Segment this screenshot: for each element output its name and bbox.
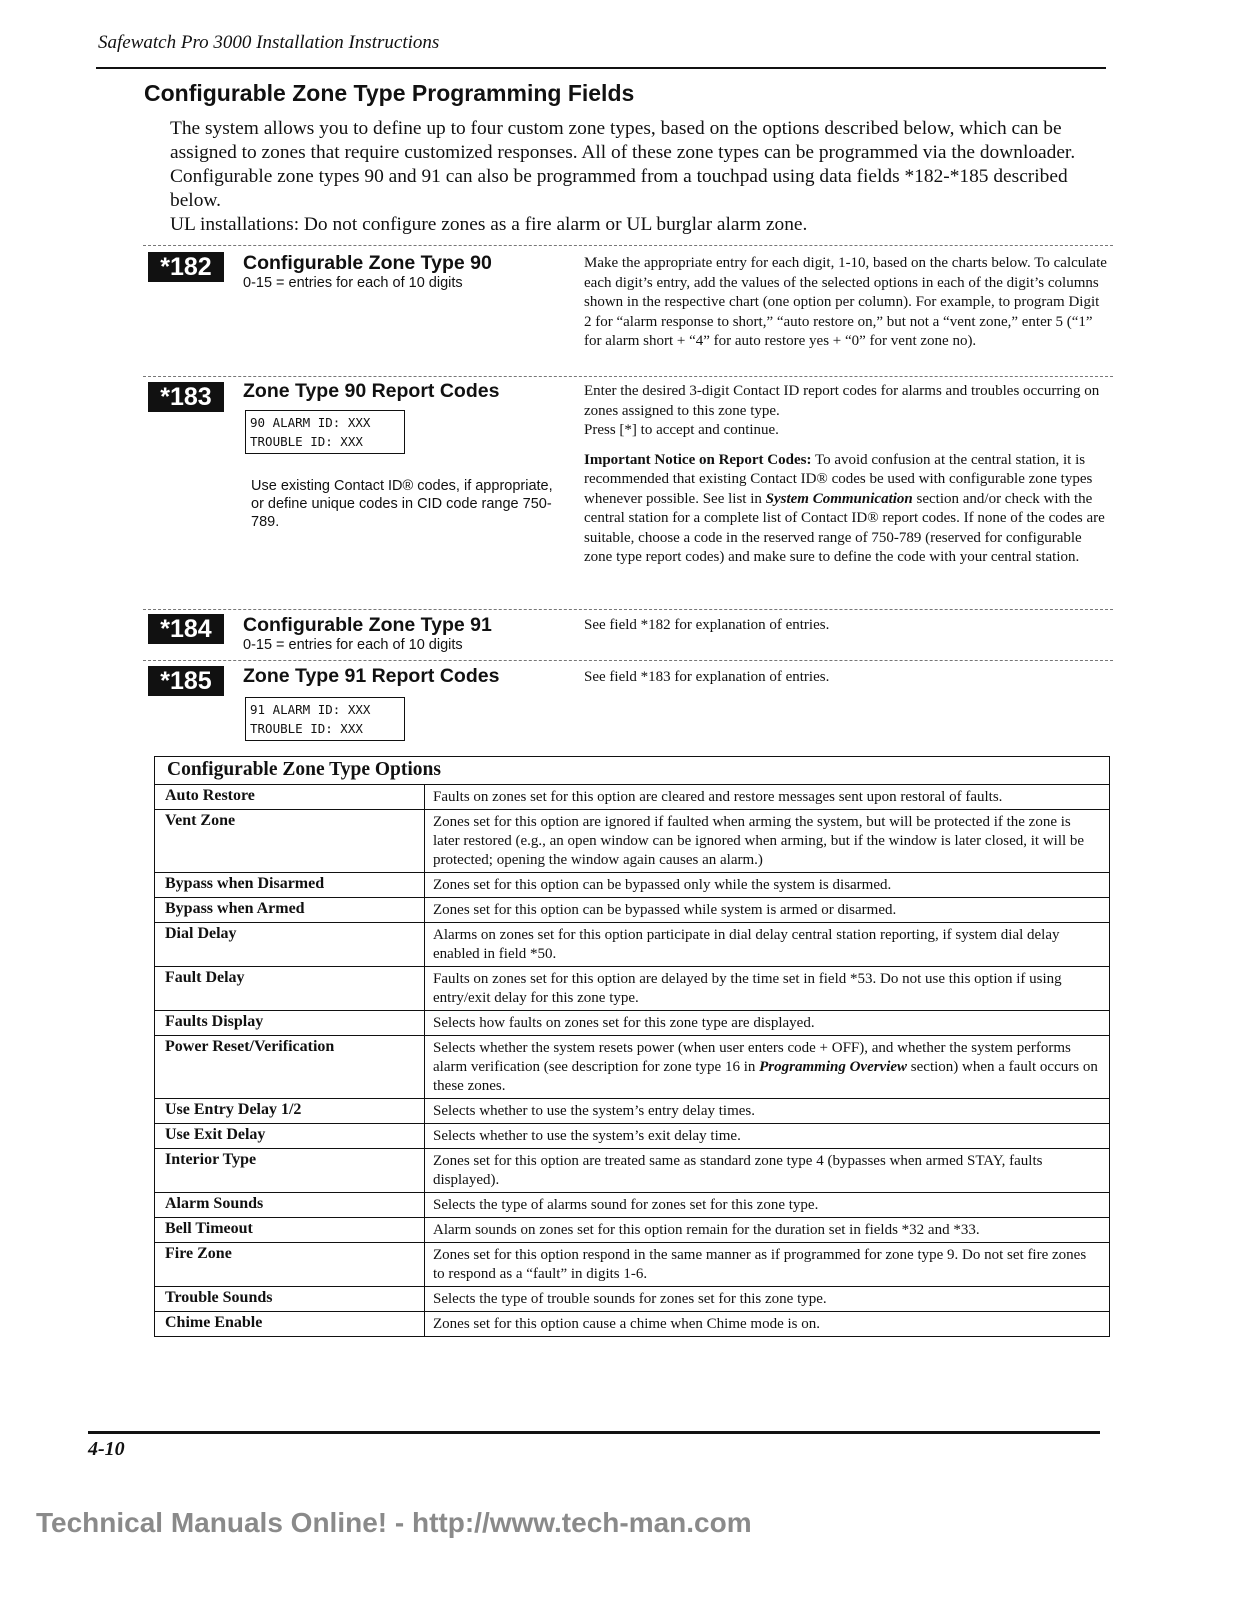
options-table (154, 756, 1110, 1337)
field-title-185: Zone Type 91 Report Codes (243, 665, 500, 687)
option-name: Auto Restore (155, 785, 425, 809)
option-name: Bell Timeout (155, 1218, 425, 1242)
option-description: Zones set for this option can be bypassed only while the system is disarmed. (433, 877, 892, 893)
press-instruction: Press [*] to accept and continue. (584, 422, 779, 438)
field-subtitle-184: 0-15 = entries for each of 10 digits (243, 637, 463, 653)
divider (143, 376, 1113, 377)
field-title-182: Configurable Zone Type 90 (243, 252, 492, 274)
option-name: Faults Display (155, 1011, 425, 1035)
table-row (155, 1098, 1109, 1123)
option-description: Alarm sounds on zones set for this option remain for the duration set in fields *32 and *33. (433, 1222, 980, 1238)
field-badge-185: *185 (148, 666, 224, 696)
field-badge-182: *182 (148, 252, 224, 282)
table-row (155, 1010, 1109, 1035)
table-row (155, 1035, 1109, 1098)
desc-text: Enter the desired 3-digit Contact ID report codes for alarms and troubles occurring on zones assigned to this zone type. (584, 383, 1100, 419)
option-description: Selects whether to use the system’s exit delay time. (433, 1128, 741, 1144)
notice-reference: System Communication (765, 490, 913, 507)
option-description: Alarms on zones set for this option participate in dial delay central station reporting, if system dial delay enabled in field *50. (433, 927, 1060, 962)
table-row (155, 809, 1109, 872)
field-badge-184: *184 (148, 614, 224, 644)
field-note-183: Use existing Contact ID® codes, if appropriate, or define unique codes in CID code range 750-789. (251, 478, 553, 530)
running-head: Safewatch Pro 3000 Installation Instructions (98, 32, 440, 53)
table-row (155, 922, 1109, 966)
notice-text: To avoid confusion at the central station, it is recommended that existing Contact ID® codes be used with configurable zone types whenever possible. See list in (584, 451, 1093, 507)
table-row (155, 872, 1109, 897)
divider (143, 609, 1113, 610)
desc-text: section) when a fault occurs on these zones. (433, 1059, 1098, 1094)
option-description: Zones set for this option respond in the same manner as if programmed for zone type 9. Do not set fire zones to respond as a “fault” in digits 1-6. (433, 1247, 1087, 1282)
table-row (155, 1148, 1109, 1192)
table-row (155, 1123, 1109, 1148)
field-subtitle-182: 0-15 = entries for each of 10 digits (243, 275, 463, 291)
intro-paragraph: The system allows you to define up to four custom zone types, based on the options described below, which can be assigned to zones that require customized responses. All of these zone types can be programmed via the downloader. Configurable zone types 90 and 91 can also be programmed from a touchpad using data fields *182-*185 described below. (170, 118, 1076, 211)
keypad-line: TROUBLE ID: XXX (250, 721, 363, 736)
option-description: Zones set for this option are ignored if faulted when arming the system, but will be protected if the zone is later restored (e.g., an open window can be ignored when arming, but if the window is later closed, it will be protected; opening the window again causes an alarm.) (433, 814, 1085, 868)
page-number: 4-10 (88, 1438, 125, 1460)
table-row (155, 1242, 1109, 1286)
footer-rule (88, 1431, 1100, 1434)
keypad-display-183 (245, 410, 405, 454)
important-notice (584, 451, 1109, 568)
table-row (155, 1286, 1109, 1311)
option-name: Power Reset/Verification (155, 1036, 425, 1098)
option-description: Selects the type of alarms sound for zones set for this zone type. (433, 1197, 819, 1213)
field-title-183: Zone Type 90 Report Codes (243, 380, 500, 402)
option-name: Trouble Sounds (155, 1287, 425, 1311)
field-description-182: Make the appropriate entry for each digit, 1-10, based on the charts below. To calculate each digit’s entry, add the values of the selected options in each of the digit’s columns shown in the respective chart (one option per column). For example, to program Digit 2 for “alarm response to short,” “auto restore on,” but not a “vent zone,” enter 5 (“1” for alarm short + “4” for auto restore yes + “0” for vent zone no). (584, 255, 1107, 349)
field-title-184: Configurable Zone Type 91 (243, 614, 492, 636)
option-name: Vent Zone (155, 810, 425, 872)
option-description: Zones set for this option are treated same as standard zone type 4 (bypasses when armed STAY, faults displayed). (433, 1153, 1043, 1188)
option-name: Bypass when Armed (155, 898, 425, 922)
option-description: Faults on zones set for this option are delayed by the time set in field *53. Do not use this option if using entry/exit delay for this zone type. (433, 971, 1062, 1006)
keypad-line: TROUBLE ID: XXX (250, 434, 363, 449)
option-name: Fire Zone (155, 1243, 425, 1286)
option-name: Use Exit Delay (155, 1124, 425, 1148)
option-description: Selects whether to use the system’s entry delay times. (433, 1103, 756, 1119)
section-title: Configurable Zone Type Programming Fields (144, 80, 635, 106)
field-description-184: See field *182 for explanation of entries. (584, 617, 830, 633)
notice-label: Important Notice on Report Codes: (584, 451, 812, 468)
option-name: Interior Type (155, 1149, 425, 1192)
table-row (155, 1217, 1109, 1242)
option-description: Faults on zones set for this option are cleared and restore messages sent upon restoral of faults. (433, 789, 1003, 805)
divider (143, 660, 1113, 661)
options-table-caption: Configurable Zone Type Options (155, 757, 1109, 785)
option-description: Selects how faults on zones set for this zone type are displayed. (433, 1015, 815, 1031)
keypad-line: 91 ALARM ID: XXX (250, 702, 371, 717)
desc-reference: Programming Overview (759, 1059, 908, 1075)
table-row (155, 966, 1109, 1010)
option-name: Dial Delay (155, 923, 425, 966)
desc-text: Selects whether the system resets power (when user enters code + OFF), and whether the system performs alarm verification (see description for zone type 16 in (433, 1040, 1071, 1075)
option-description: Selects the type of trouble sounds for zones set for this zone type. (433, 1291, 827, 1307)
notice-text: section and/or check with the central station for a complete list of Contact ID® report codes. If none of the codes are suitable, choose a code in the reserved range of 750-789 (reserved for configurable zone type report codes) and make sure to define the code with your central station. (584, 490, 1105, 565)
option-description: Zones set for this option can be bypassed while system is armed or disarmed. (433, 902, 897, 918)
table-row (155, 1192, 1109, 1217)
option-name: Fault Delay (155, 967, 425, 1010)
keypad-display-185 (245, 697, 405, 741)
field-description-185: See field *183 for explanation of entries. (584, 669, 830, 685)
table-row (155, 897, 1109, 922)
header-rule (96, 67, 1106, 69)
table-row (155, 1311, 1109, 1336)
field-description-183 (584, 382, 1109, 568)
option-description: Zones set for this option cause a chime when Chime mode is on. (433, 1316, 821, 1332)
field-badge-183: *183 (148, 382, 224, 412)
watermark-link[interactable]: Technical Manuals Online! - http://www.tech-man.com (36, 1507, 752, 1538)
option-name: Use Entry Delay 1/2 (155, 1099, 425, 1123)
option-name: Bypass when Disarmed (155, 873, 425, 897)
divider (143, 245, 1113, 246)
table-row (155, 785, 1109, 809)
keypad-line: 90 ALARM ID: XXX (250, 415, 371, 430)
option-name: Alarm Sounds (155, 1193, 425, 1217)
option-description (425, 1036, 1109, 1098)
ul-note: UL installations: Do not configure zones as a fire alarm or UL burglar alarm zone. (170, 214, 808, 235)
intro-text (170, 117, 1105, 237)
option-name: Chime Enable (155, 1312, 425, 1336)
